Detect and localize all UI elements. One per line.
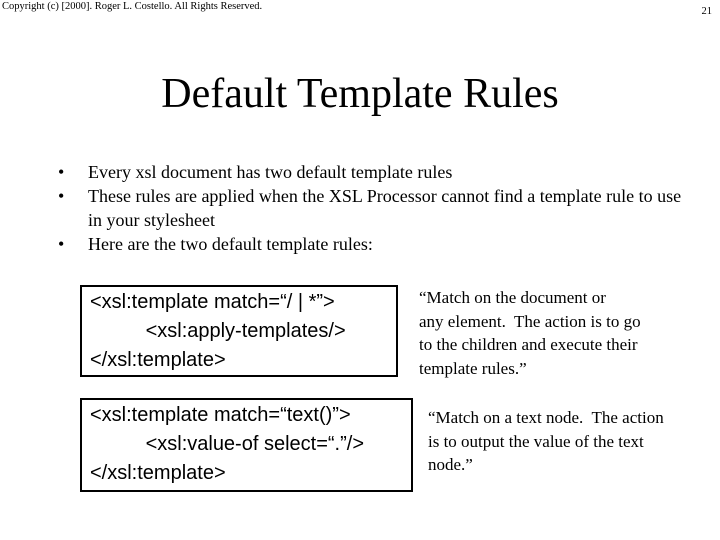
bullet-item [58, 184, 698, 232]
bullet-marker: • [58, 162, 65, 182]
default-rule-text-code-box: <xsl:template match=“text()”> <xsl:value-of select=“.”/> </xsl:template> [80, 398, 413, 492]
slide-title: Default Template Rules [161, 71, 559, 117]
bullet-item [58, 160, 698, 184]
default-rule-root-description: “Match on the document or any element. The action is to go to the children and execute their template rules.” [419, 288, 641, 378]
bullet-text: These rules are applied when the XSL Processor cannot find a template rule to use in your stylesheet [88, 186, 682, 230]
default-rule-root-code-box: <xsl:template match=“/ | *”> <xsl:apply-templates/> </xsl:template> [80, 285, 398, 377]
bullet-list [58, 160, 698, 256]
page-number: 21 [701, 6, 712, 17]
bullet-item [58, 232, 698, 256]
bullet-marker: • [58, 186, 65, 206]
copyright-notice: Copyright (c) [2000]. Roger L. Costello. All Rights Reserved. [2, 1, 263, 12]
bullet-text: Here are the two default template rules: [88, 234, 373, 254]
bullet-text: Every xsl document has two default template rules [88, 162, 453, 182]
bullet-marker: • [58, 234, 65, 254]
default-rule-text-description: “Match on a text node. The action is to output the value of the text node.” [428, 408, 664, 474]
